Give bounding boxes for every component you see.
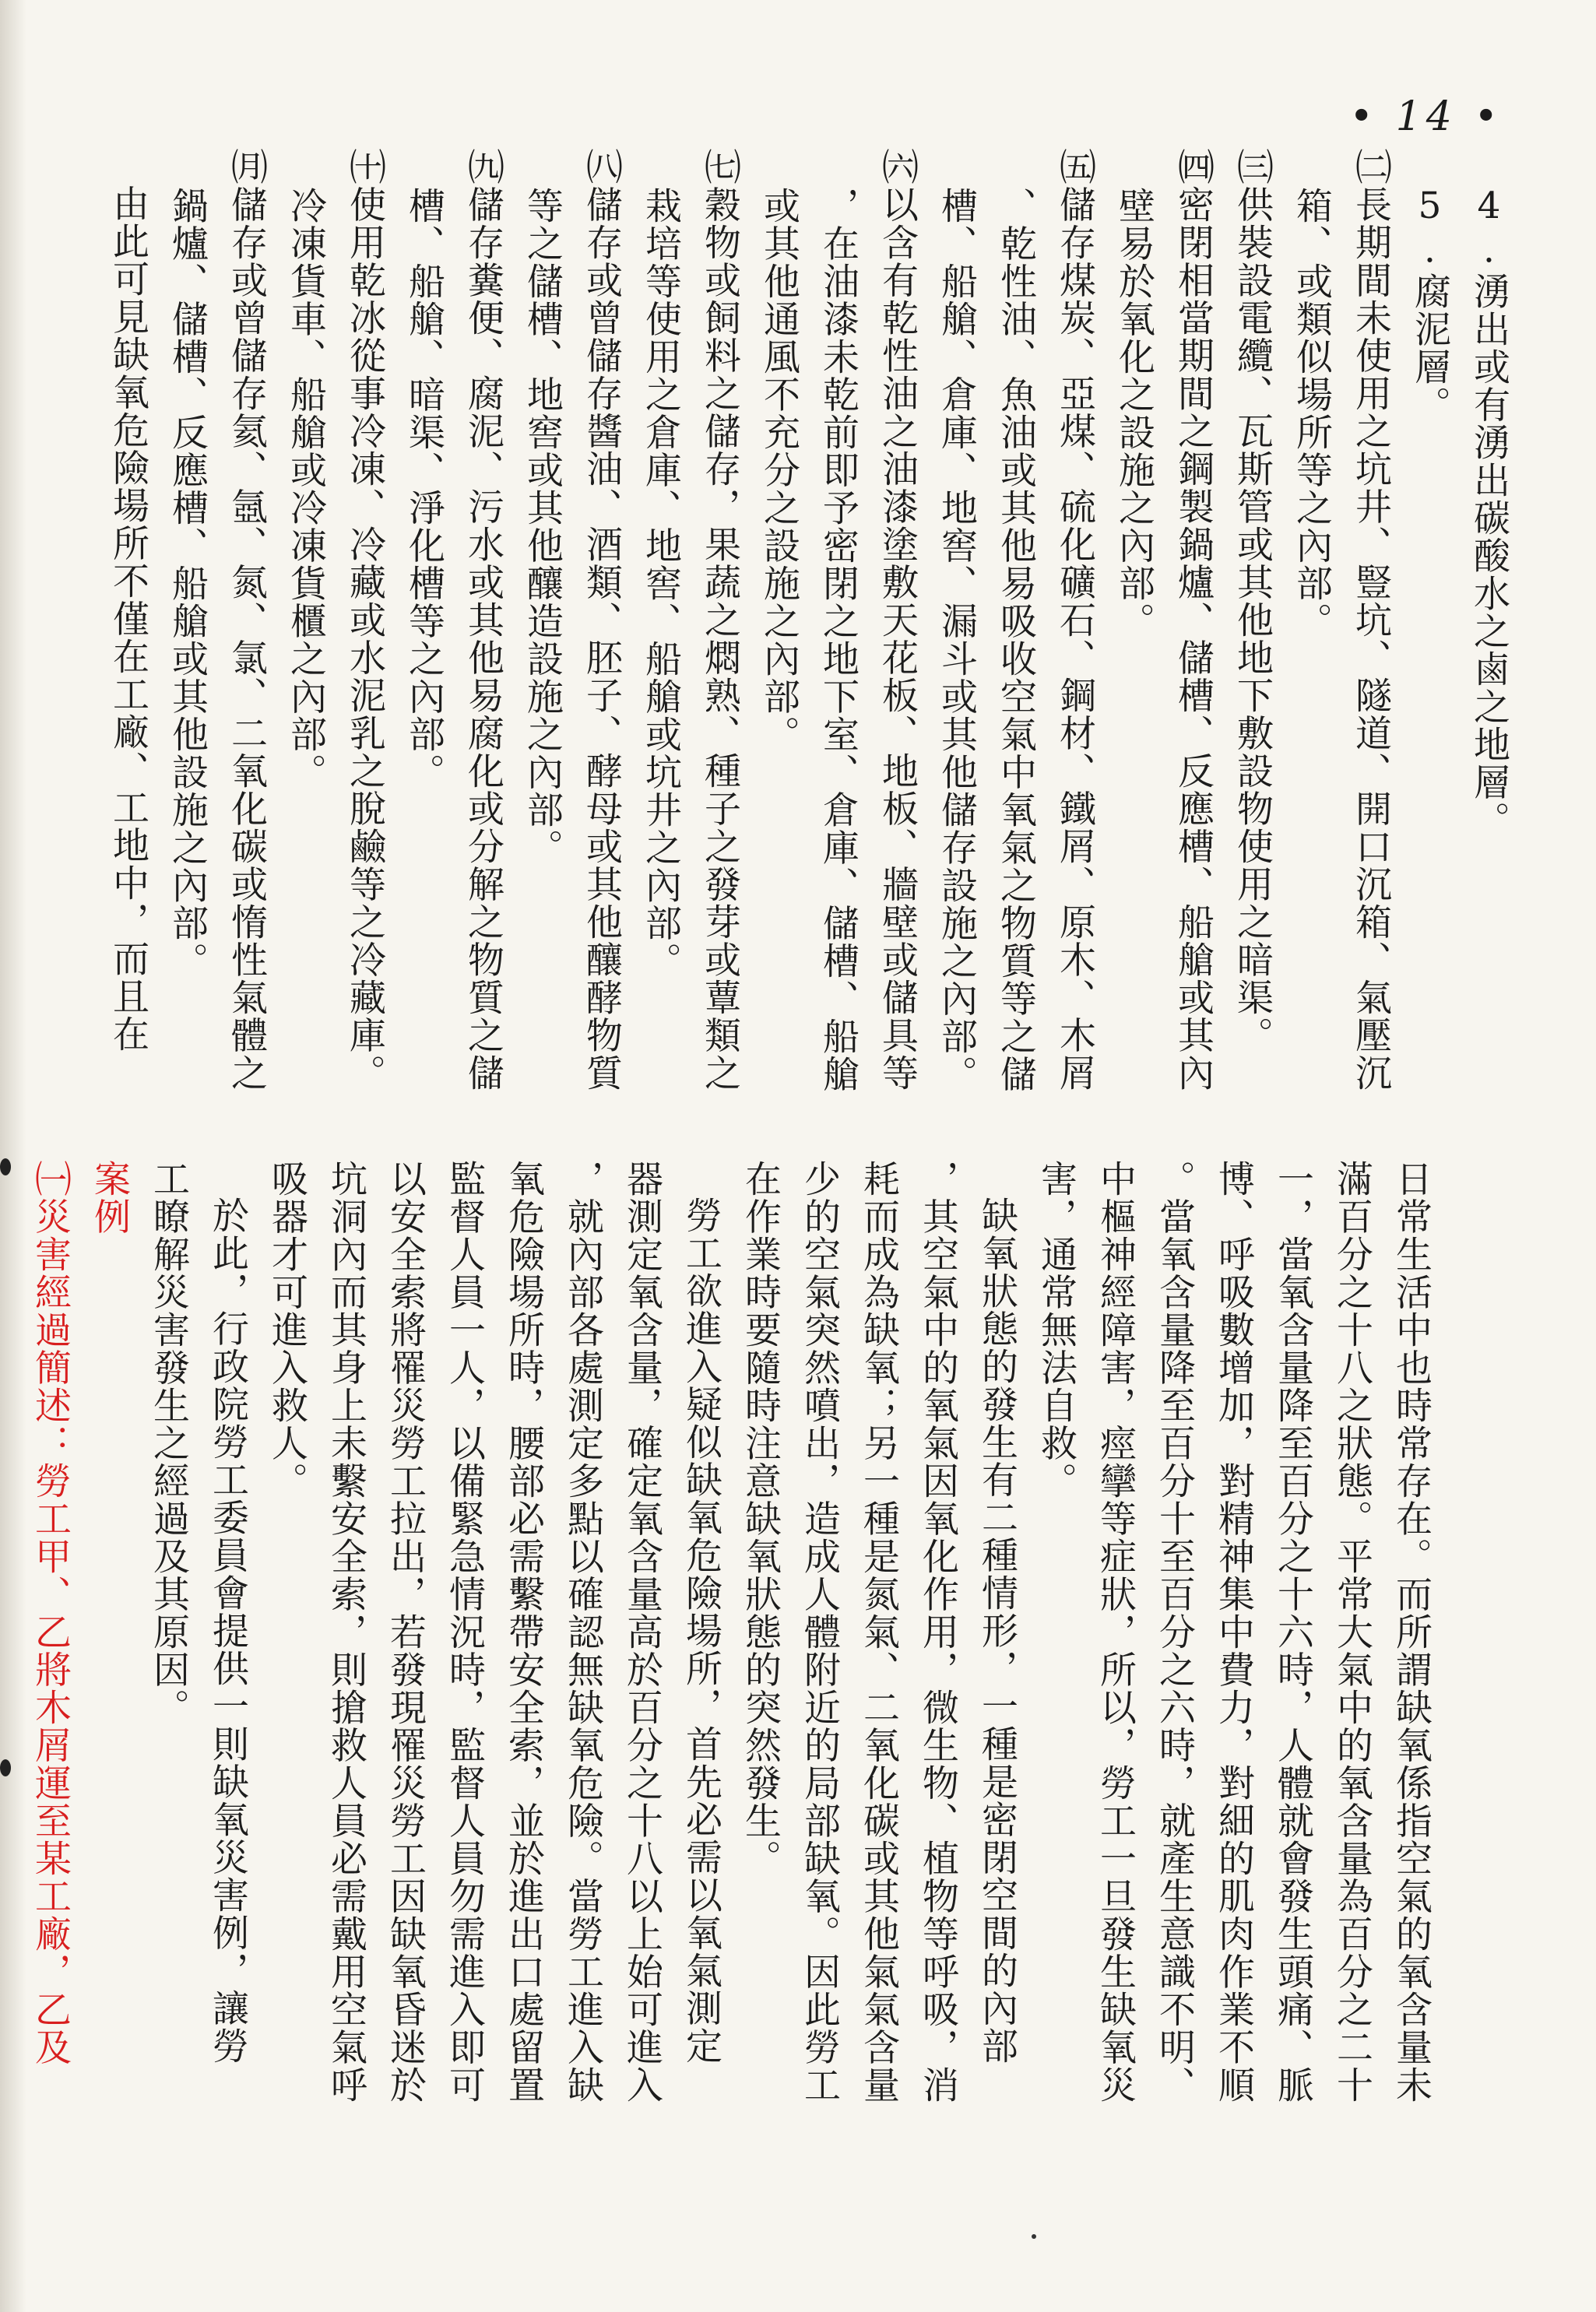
text-line: 耗而成為缺氧；另一種是氮氣、二氧化碳或其他氣氣含量 (857, 1160, 900, 2104)
text-line: 害，通常無法自救。 (1035, 1160, 1077, 1500)
list-item: ㈢供裝設電纜、瓦斯管或其他地下敷設物使用之暗渠。 (1231, 148, 1274, 1054)
list-item: ㈧儲存或曾儲存醬油、酒類、胚子、酵母或其他釀酵物質 (580, 148, 623, 1092)
text-line: 器測定氧含量，確定氧含量高於百分之十八以上始可進入 (620, 1160, 663, 2104)
text-line: 。當氧含量降至百分十至百分之六時，就產生意識不明、 (1153, 1160, 1196, 2104)
text-line: ，在油漆未乾前即予密閉之地下室、倉庫、儲槽、船艙 (817, 187, 860, 1093)
text-line: 中樞神經障害，痙攣等症狀，所以，勞工一旦發生缺氧災 (1094, 1160, 1137, 2104)
ink-speck (1032, 2234, 1036, 2239)
text-line: 冷凍貨車、船艙或冷凍貨櫃之內部。 (284, 187, 327, 791)
binding-hole-top (0, 1158, 11, 1175)
text-line: 在作業時要隨時注意缺氧狀態的突然發生。 (739, 1160, 782, 1878)
text-line: 槽、船艙、倉庫、地窖、漏斗或其他儲存設施之內部。 (935, 187, 978, 1093)
list-item: ㈣密閉相當期間之鋼製鍋爐、儲槽、反應槽、船艙或其內 (1172, 148, 1215, 1092)
text-line: 坑洞內而其身上未繫安全索，則搶救人員必需戴用空氣呼 (325, 1160, 367, 2104)
text-line: 氧危險場所時，腰部必需繫帶安全索，並於進出口處留置 (502, 1160, 545, 2104)
text-line: 少的空氣突然噴出，造成人體附近的局部缺氧。因此勞工 (798, 1160, 841, 2104)
text-line: 於此，行政院勞工委員會提供一則缺氧災害例，讓勞 (206, 1196, 249, 2065)
text-line: ，其空氣中的氧氣因氧化作用，微生物、植物等呼吸，消 (916, 1160, 959, 2104)
text-line: 以安全索將罹災勞工拉出，若發現罹災勞工因缺氧昏迷於 (384, 1160, 427, 2104)
text-line: ，就內部各處測定多點以確認無缺氧危險。當勞工進入缺 (561, 1160, 604, 2104)
bottom-text-block (20, 1160, 1440, 2164)
text-line: 5.腐泥層。 (1408, 184, 1451, 423)
text-line: 工瞭解災害發生之經過及其原因。 (147, 1160, 190, 1727)
text-line: 缺氧狀態的發生有二種情形，一種是密閉空間的內部 (976, 1196, 1018, 2065)
list-item: ㈪儲存或曾儲存氦、氬、氮、氯、二氧化碳或惰性氣體之 (225, 148, 268, 1092)
text-line: 日常生活中也時常存在。而所謂缺氧係指空氣的氧含量未 (1390, 1160, 1433, 2104)
text-line: 槽、船艙、暗渠、淨化槽等之內部。 (403, 187, 445, 791)
case-heading: 案例 (88, 1160, 131, 1235)
text-line: 滿百分之十八之狀態。平常大氣中的氧含量為百分之二十 (1331, 1160, 1373, 2104)
list-item: ㈨儲存糞便、腐泥、污水或其他易腐化或分解之物質之儲 (462, 148, 504, 1092)
text-line: 監督人員一人，以備緊急情況時，監督人員勿需進入即可 (443, 1160, 486, 2104)
text-line: 栽培等使用之倉庫、地窖、船艙或坑井之內部。 (639, 187, 682, 980)
list-item: ㈥以含有乾性油之油漆塗敷天花板、地板、牆壁或儲具等 (876, 148, 919, 1092)
text-line: 、乾性油、魚油或其他易吸收空氣中氧氣之物質等之儲 (994, 187, 1037, 1093)
text-line: 由此可見缺氧危險場所不僅在工廠、工地中，而且在 (107, 184, 149, 1053)
text-line: 勞工欲進入疑似缺氧危險場所，首先必需以氧氣測定 (680, 1196, 722, 2065)
top-text-block (98, 148, 1518, 1129)
text-line: 鍋爐、儲槽、反應槽、船艙或其他設施之內部。 (166, 187, 209, 980)
list-item: ㈦穀物或飼料之儲存，果蔬之燜熟、種子之發芽或蕈類之 (698, 148, 741, 1092)
list-item: ㈤儲存煤炭、亞煤、硫化礦石、鋼材、鐵屑、原木、木屑 (1053, 148, 1096, 1092)
text-line: 4.湧出或有湧出碳酸水之鹵之地層。 (1468, 184, 1510, 839)
page-number: • 14 • (1349, 93, 1503, 140)
text-line: 博、呼吸數增加，對精神集中費力，對細的肌肉作業不順 (1212, 1160, 1255, 2104)
list-item: ㈡長期間未使用之坑井、豎坑、隧道、開口沉箱、氣壓沉 (1349, 148, 1392, 1092)
text-line: 吸器才可進入救人。 (265, 1160, 308, 1500)
text-line: 一，當氧含量降至百分之十六時，人體就會發生頭痛、脈 (1271, 1160, 1314, 2104)
text-line: 或其他通風不充分之設施之內部。 (758, 187, 800, 754)
text-line: 箱、或類似場所等之內部。 (1290, 187, 1333, 640)
text-line: 等之儲槽、地窖或其他釀造設施之內部。 (521, 187, 564, 866)
binding-hole-bottom (0, 1759, 11, 1776)
text-line: 壁易於氧化之設施之內部。 (1113, 187, 1155, 640)
case-item: ㈠災害經過簡述：勞工甲、乙將木屑運至某工廠，乙及 (29, 1160, 72, 2066)
list-item: ㈩使用乾冰從事冷凍、冷藏或水泥乳之脫鹼等之冷藏庫。 (343, 148, 386, 1092)
